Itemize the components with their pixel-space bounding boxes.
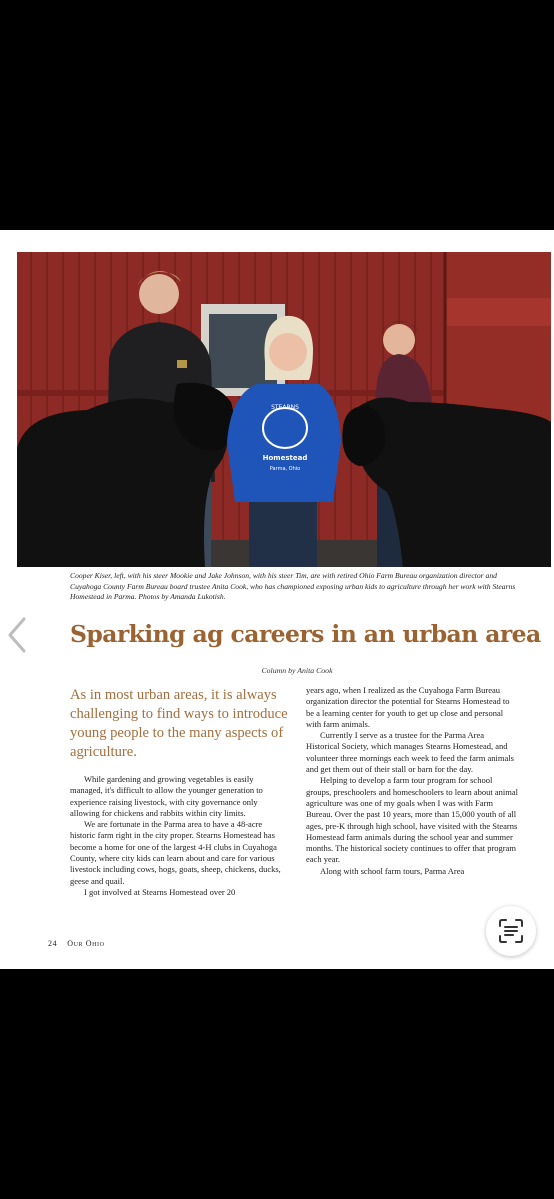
barn-photo-illustration bbox=[17, 252, 551, 567]
paragraph: Currently I serve as a trustee for the Parma Area Historical Society, which manages Stearns Homestead, and volunteer three mornings each week to feed the farm animals and get them out of their stall or barn for the day. bbox=[306, 730, 514, 775]
shirt-text-2: Homestead bbox=[262, 454, 308, 462]
magazine-page bbox=[0, 230, 554, 969]
page-number: 24 bbox=[48, 939, 58, 948]
article-headline: Sparking ag careers in an urban area bbox=[70, 620, 541, 648]
photo-caption: Cooper Kiser, left, with his steer Mookie and Jake Johnson, with his steer Tim, are with retired Ohio Farm Bureau organization director and Cuyahoga County Farm Bureau board trustee Anita Cook, who has championed exposing urban kids to agriculture through her work with Stearns Homestead in Parma. Photos by Amanda Lukotish. bbox=[70, 571, 516, 601]
magazine-name: Our Ohio bbox=[67, 939, 105, 948]
article-byline: Column by Anita Cook bbox=[261, 666, 333, 675]
text-scan-button[interactable] bbox=[486, 906, 536, 956]
left-body bbox=[70, 774, 288, 898]
paragraph: Helping to develop a farm tour program for school groups, preschoolers and homeschoolers to learn about animal agriculture was one of my goals when I was with Farm Bureau. Over the past 10 years, more than 15,000 youth of all ages, pre-K through high school, have visited with the Stearns Homestead farm animals during the school year and summer months. The historical society continues to offer that program each year. bbox=[306, 775, 518, 865]
article-photo bbox=[17, 252, 551, 567]
paragraph: years ago, when I realized as the Cuyahoga Farm Bureau organization director the potential for Stearns Homestead to be a learning center for youth to get up close and personal with farm animals. bbox=[306, 685, 510, 729]
paragraph: While gardening and growing vegetables is easily managed, it's difficult to allow the younger generation to experience raising livestock, with city governance only allowing for chickens and rabbits within city limits. bbox=[70, 774, 263, 818]
shirt-text-1: STEARNS bbox=[271, 404, 299, 411]
page-footer bbox=[48, 939, 115, 948]
right-column bbox=[306, 685, 518, 877]
pull-quote: As in most urban areas, it is always challenging to find ways to introduce young people to the many aspects of agriculture. bbox=[70, 687, 288, 760]
shirt-text-3: Parma, Ohio bbox=[269, 466, 301, 472]
chevron-left-icon bbox=[7, 617, 27, 653]
back-button[interactable] bbox=[2, 615, 32, 655]
text-scan-icon bbox=[497, 917, 525, 945]
paragraph: I got involved at Stearns Homestead over 20 bbox=[84, 886, 236, 897]
paragraph: We are fortunate in the Parma area to have a 48-acre historic farm right in the city proper. Stearns Homestead has become a home for one of the largest 4-H clubs in Cuyahoga County, where city kids can learn about and care for various livestock including cows, hogs, goats, sheep, chickens, ducks, geese and quail. bbox=[70, 819, 281, 886]
paragraph: Along with school farm tours, Parma Area bbox=[320, 865, 465, 876]
left-column bbox=[70, 686, 288, 898]
